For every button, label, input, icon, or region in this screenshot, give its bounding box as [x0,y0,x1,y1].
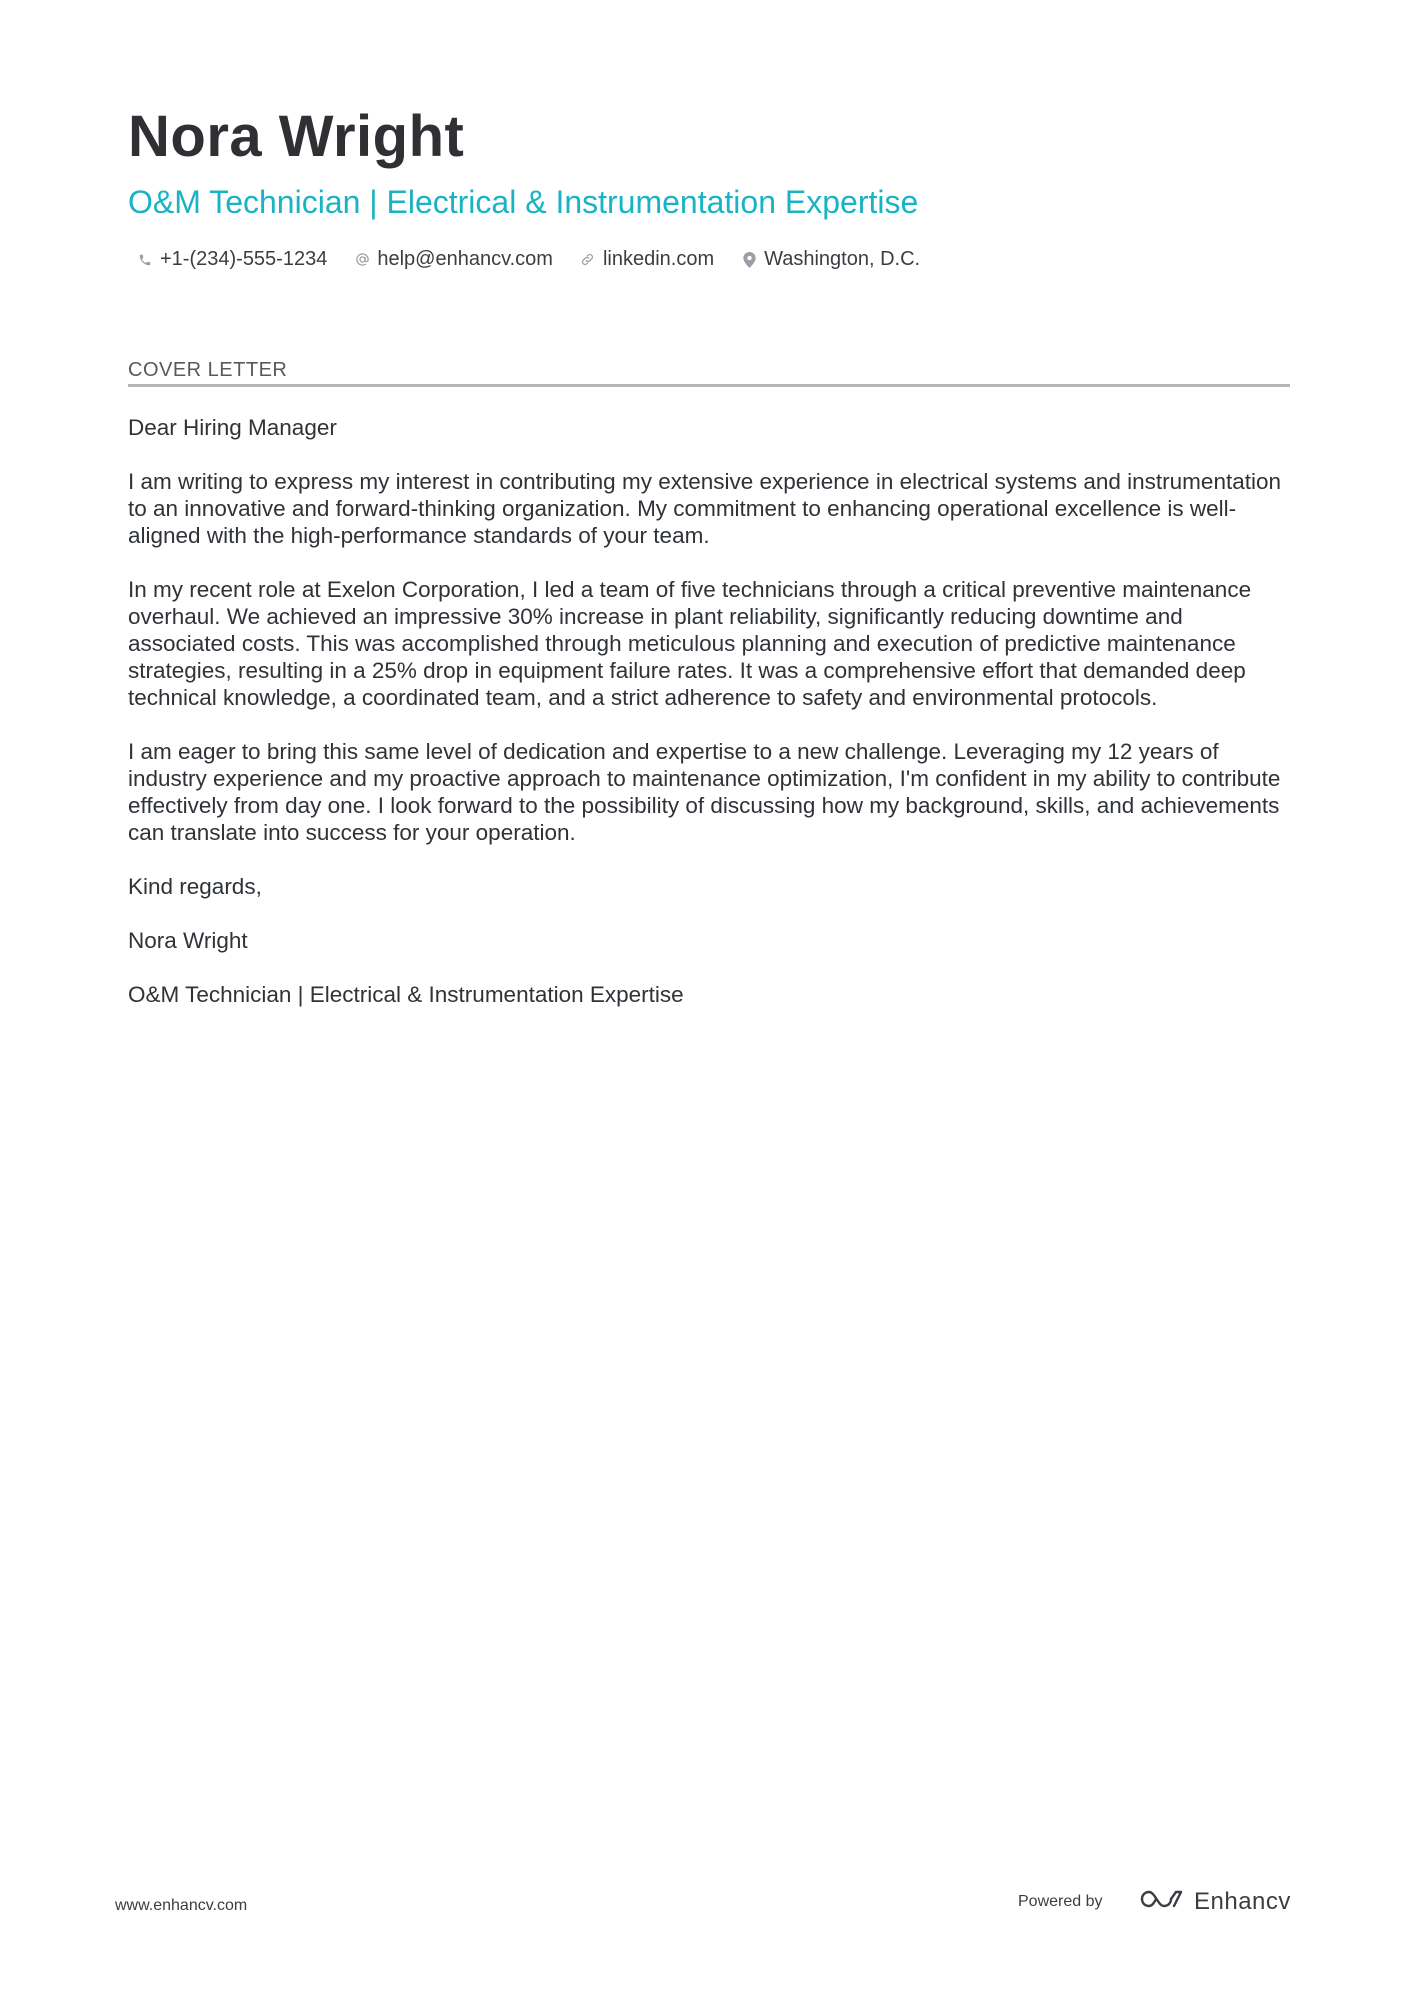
contact-linkedin-text[interactable]: linkedin.com [602,248,715,270]
contact-phone-text: +1-(234)-555-1234 [160,248,328,270]
contact-phone [136,248,327,271]
contact-location [740,248,920,271]
contact-email-text[interactable]: help@enhancv.com [377,248,553,270]
letter-paragraph: In my recent role at Exelon Corporation, I led a team of five technicians through a critical preventive maintenance overhaul. We achieved an impressive 30% increase in plant reliability, significantly reducing downtime and associated costs. This was accomplished through meticulous planning and execution of predictive maintenance strategies, resulting in a 25% drop in equipment failure rates. It was a comprehensive effort that demanded deep technical knowledge, a coordinated team, and a strict adherence to safety and environmental protocols. [128,577,1252,710]
enhancv-brand[interactable] [1138,1886,1291,1917]
enhancv-wordmark: Enhancv [1194,1887,1291,1915]
section-divider [128,384,1290,387]
powered-by-label: Powered by [1018,1893,1103,1910]
letter-closing: Kind regards, [128,874,262,899]
contact-email[interactable] [353,248,553,271]
candidate-name: Nora Wright [128,104,465,169]
candidate-headline: O&M Technician | Electrical & Instrumentation Expertise [128,184,919,220]
link-icon [579,251,597,269]
letter-paragraph: I am writing to express my interest in contributing my extensive experience in electrical systems and instrumentation to an innovative and forward-thinking organization. My commitment to enhancing operational excellence is well-aligned with the high-performance standards of your team. [128,469,1281,548]
contact-info [136,248,946,271]
contact-linkedin[interactable] [579,248,714,271]
contact-location-text: Washington, D.C. [764,248,921,270]
footer-url[interactable]: www.enhancv.com [115,1897,248,1914]
section-title: COVER LETTER [128,359,288,381]
signature-title: O&M Technician | Electrical & Instrumentation Expertise [128,982,684,1007]
letter-greeting: Dear Hiring Manager [128,415,337,440]
signature-name: Nora Wright [128,928,248,953]
letter-body [128,414,1290,1035]
letter-paragraph: I am eager to bring this same level of dedication and expertise to a new challenge. Leveraging my 12 years of industry experience and my proactive approach to maintenance optimization, I'm confident in my ability to contribute effectively from day one. I look forward to the possibility of discussing how my background, skills, and achievements can translate into success for your operation. [128,739,1281,845]
location-pin-icon [740,251,758,269]
phone-icon [136,251,154,269]
enhancv-logo-icon [1138,1886,1184,1917]
at-icon [353,251,371,269]
